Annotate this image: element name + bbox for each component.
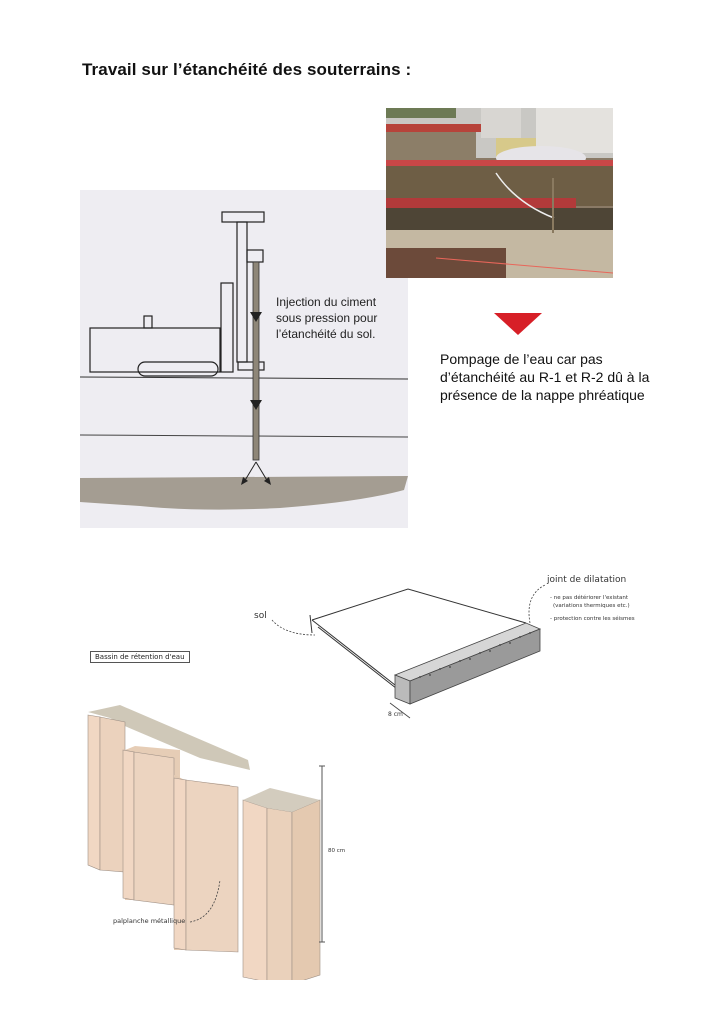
site-photo — [386, 108, 613, 278]
injection-caption-line1: Injection du ciment — [276, 295, 377, 309]
injection-caption-line2: sous pression pour — [276, 311, 378, 325]
sheet-pile-illustration — [80, 700, 360, 980]
drilling-rig-illustration — [80, 190, 408, 528]
sheet-pile-diagram — [80, 700, 360, 980]
sheet-pile-dimension: 80 cm — [328, 848, 346, 854]
bassin-label-box: Bassin de rétention d'eau — [90, 651, 190, 663]
label-sol: sol — [254, 611, 267, 621]
joint-note-1 — [550, 594, 630, 610]
label-palplanche: palplanche métallique — [113, 917, 186, 925]
injection-sketch — [80, 190, 408, 528]
pumping-note-line3: présence de la nappe phréatique — [440, 387, 645, 403]
joint-note-1-line2: (variations thermiques etc.) — [553, 603, 630, 609]
page-title: Travail sur l’étanchéité des souterrains : — [82, 60, 412, 79]
injection-caption-line3: l’étanchéité du sol. — [276, 327, 376, 341]
joint-note-2: - protection contre les séismes — [550, 616, 635, 622]
label-joint-dilatation: joint de dilatation — [547, 575, 627, 585]
pumping-note-line2: d’étanchéité au R-1 et R-2 dû à la — [440, 369, 650, 385]
injection-caption — [276, 294, 416, 342]
joint-dimension: 8 cm — [388, 711, 403, 718]
pumping-note-line1: Pompage de l’eau car pas — [440, 351, 603, 367]
joint-note-1-line1: - ne pas détériorer l'existant — [550, 595, 629, 601]
excavation-photo-image — [386, 108, 613, 278]
red-down-triangle-icon — [494, 313, 542, 335]
pumping-note — [440, 350, 720, 404]
